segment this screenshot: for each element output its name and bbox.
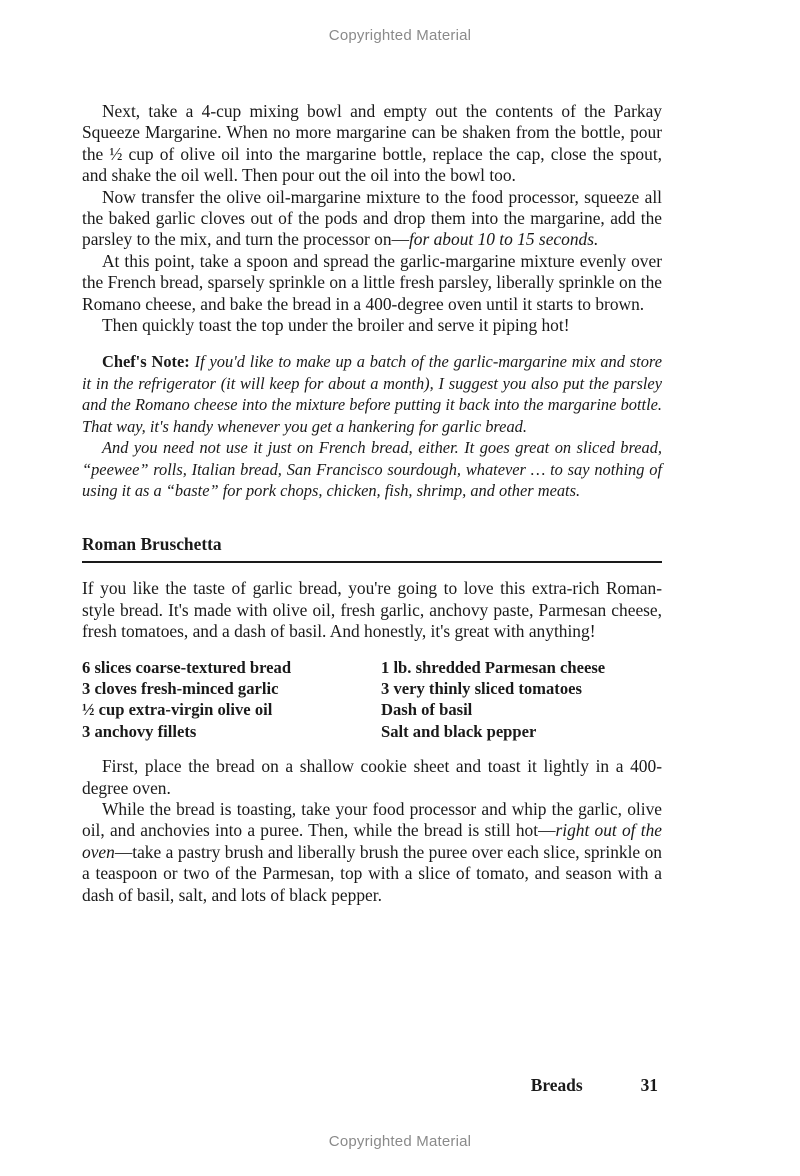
copyright-watermark-top: Copyrighted Material [328, 27, 472, 44]
chefs-note-text: If you'd like to make up a batch of the garlic-margarine mix and store it in the refrigerator (it will keep for about a month), I suggest you also put the parsley and the Romano cheese into the mixture before putting it back into the margarine bottle. That way, it's handy whenever you get a hankering for garlic bread. [82, 352, 662, 436]
ingredient-item: 3 very thinly sliced tomatoes [381, 678, 582, 698]
ingredient-item: 3 cloves fresh-minced garlic [82, 678, 279, 698]
paragraph-food-processor-text: Now transfer the olive oil-margarine mixture to the food processor, squeeze all the baked garlic cloves out of the pods and drop them into the margarine, add the parsley to the mix, and turn the processor on— [82, 186, 662, 250]
chefs-note-continued [82, 437, 662, 501]
ingredient-item: Dash of basil [381, 700, 473, 720]
ingredient-list [82, 657, 662, 743]
ingredient-item: ½ cup extra-virgin olive oil [82, 700, 273, 720]
recipe-title: Roman Bruschetta [82, 533, 662, 563]
ingredient-column-right [381, 657, 662, 743]
ingredient-item: Salt and black pepper [381, 721, 537, 741]
recipe-step-2 [82, 799, 662, 906]
recipe-step-1: First, place the bread on a shallow cookie sheet and toast it lightly in a 400-degree oven. [82, 756, 662, 798]
running-footer-section: Breads [530, 1075, 583, 1095]
paragraph-mixing-bowl: Next, take a 4-cup mixing bowl and empty out the contents of the Parkay Squeeze Margarine. When no more margarine can be shaken from the bottle, pour the ½ cup of olive oil into the margarine bottle, replace the cap, close the spout, and shake the oil well. Then pour out the oil into the bowl too. [82, 101, 662, 186]
ingredient-item: 3 anchovy fillets [82, 721, 197, 741]
ingredient-item: 1 lb. shredded Parmesan cheese [381, 657, 606, 677]
recipe-step-2-text-b: —take a pastry brush and liberally brush the puree over each slice, sprinkle on a teaspoon or two of the Parmesan, top with a slice of tomato, and season with a dash of basil, salt, and lots of black pepper. [82, 841, 662, 905]
chefs-note-text-2: And you need not use it just on French bread, either. It goes great on sliced bread, “peewee” rolls, Italian bread, San Francisco sourdough, whatever … to say nothing of using it as a “baste” for pork chops, chicken, fish, shrimp, and other meats. [82, 438, 662, 500]
paragraph-broiler: Then quickly toast the top under the broiler and serve it piping hot! [102, 315, 570, 336]
recipe-step-2-italic: right out of the oven [82, 820, 662, 862]
paragraph-spread-mixture: At this point, take a spoon and spread the garlic-margarine mixture evenly over the French bread, sparsely sprinkle on a little fresh parsley, liberally sprinkle on the Romano cheese, and bake the bread in a 400-degree oven until it starts to brown. [82, 250, 662, 314]
page-body [82, 101, 662, 906]
chefs-note-label: Chef's Note: [102, 352, 190, 372]
ingredient-column-left [82, 657, 381, 743]
page-number: 31 [640, 1075, 658, 1095]
paragraph-food-processor [82, 187, 662, 251]
copyright-watermark-bottom: Copyrighted Material [328, 1133, 472, 1150]
ingredient-item: 6 slices coarse-textured bread [82, 657, 292, 677]
recipe-step-2-text-a: While the bread is toasting, take your food processor and whip the garlic, olive oil, and anchovies into a puree. Then, while the bread is still hot— [82, 798, 662, 841]
recipe-intro: If you like the taste of garlic bread, you're going to love this extra-rich Roman-style bread. It's made with olive oil, fresh garlic, anchovy paste, Parmesan cheese, fresh tomatoes, and a dash of basil. And honestly, it's great with anything! [82, 578, 662, 642]
chefs-note [82, 351, 662, 437]
page-footer [531, 1075, 658, 1096]
paragraph-food-processor-italic: for about 10 to 15 seconds. [408, 229, 599, 250]
